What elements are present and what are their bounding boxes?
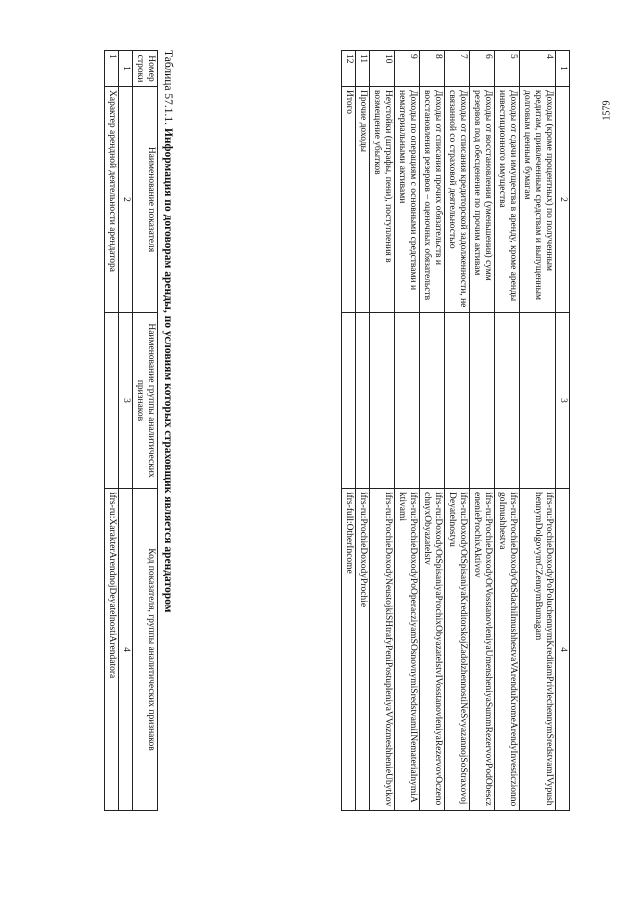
row-number: 5 [495, 51, 520, 87]
indicator-code: ifrs-ru:ProchieDoxodyOtVosstanovleniyaUmensheniyaSummRezervovPodObesczenenieProchixAktivov [470, 489, 495, 811]
table-row [356, 51, 370, 811]
indicator-name: Доходы от сдачи имущества в аренду, кроме аренды инвестиционного имущества [495, 87, 520, 313]
table-row [445, 51, 470, 811]
column-number: 3 [119, 313, 133, 489]
group-name [342, 313, 356, 489]
indicator-name: Доходы по операциям с основными средствами и нематериальными активами [395, 87, 420, 313]
row-number: 1 [105, 51, 119, 87]
page-number: 1579 [601, 100, 613, 121]
group-name [495, 313, 520, 489]
indicator-name: Характер арендной деятельности арендатора [105, 87, 119, 313]
column-number: 1 [119, 51, 133, 87]
table-row [342, 51, 356, 811]
indicator-code: ifrs-ru:XarakterArendnojDeyatelnostiArendatora [105, 489, 119, 811]
row-number: 7 [445, 51, 470, 87]
indicator-code: ifrs-ru:ProchieDoxodyOtSdachiImushhestvaVArenduKromeArendyInvesticzionnogoImushhestva [495, 489, 520, 811]
indicator-code: ifrs-ru:ProchieDoxodyNeustojkiSHtrafyPeniPostupleniyaVVozmeshhenieUbytkov [370, 489, 395, 811]
header-cell: Наименование группы аналитических признаков [133, 313, 158, 489]
row-number: 4 [520, 51, 556, 87]
table-row [420, 51, 445, 811]
indicator-name: Прочие доходы [356, 87, 370, 313]
indicator-code: ifrs-ru:DoxodyOtSpisaniyaProchixObyazatelstvIVosstanovleniyaRezervovOczenochnyxObyazatelstv [420, 489, 445, 811]
group-name [356, 313, 370, 489]
group-name [445, 313, 470, 489]
indicator-code: ifrs-full:OtherIncome [342, 489, 356, 811]
table-header-row [133, 51, 158, 811]
group-name [105, 313, 119, 489]
table-column-numbers [556, 51, 570, 811]
group-name [420, 313, 445, 489]
column-number: 4 [556, 489, 570, 811]
table-row [495, 51, 520, 811]
caption-title: Информация по договорам аренды, по условиям которых страховщик является арендатором [162, 127, 174, 613]
row-number: 12 [342, 51, 356, 87]
rotated-page-content [90, 50, 570, 850]
header-cell: Наименование показателя [133, 87, 158, 313]
indicator-name: Доходы от списания прочих обязательств и восстановления резервов – оценочных обязательств [420, 87, 445, 313]
indicator-name: Доходы от восстановления (уменьшения) сумм резервов под обесценение по прочим активам [470, 87, 495, 313]
income-table [341, 50, 570, 811]
row-number: 8 [420, 51, 445, 87]
row-number: 11 [356, 51, 370, 87]
table-column-numbers [119, 51, 133, 811]
header-cell: Номер строки [133, 51, 158, 87]
table-row [105, 51, 119, 811]
column-number: 2 [119, 87, 133, 313]
caption-prefix: Таблица 57.1.1. [162, 50, 174, 126]
table-row [395, 51, 420, 811]
table-caption [162, 50, 174, 850]
group-name [470, 313, 495, 489]
indicator-name: Доходы (кроме процентных) по полученным кредитам, привлеченным средствам и выпущенным долговым ценным бумагам [520, 87, 556, 313]
indicator-name: Доходы от списания кредиторской задолженности, не связанной со страховой деятельностью [445, 87, 470, 313]
group-name [520, 313, 556, 489]
group-name [370, 313, 395, 489]
table-row [470, 51, 495, 811]
lease-table [104, 50, 158, 811]
row-number: 6 [470, 51, 495, 87]
column-number: 1 [556, 51, 570, 87]
indicator-name: Неустойки (штрафы, пени), поступления в возмещение убытков [370, 87, 395, 313]
column-number: 4 [119, 489, 133, 811]
header-cell: Код показателя, группы аналитических признаков [133, 489, 158, 811]
table-row [520, 51, 556, 811]
indicator-code: ifrs-ru:ProchieDoxodyPoOperacziyamSOsnovnymiSredstvamiINematerialnymiAktivami [395, 489, 420, 811]
table-row [370, 51, 395, 811]
row-number: 9 [395, 51, 420, 87]
group-name [395, 313, 420, 489]
indicator-name: Итого [342, 87, 356, 313]
column-number: 2 [556, 87, 570, 313]
row-number: 10 [370, 51, 395, 87]
column-number: 3 [556, 313, 570, 489]
indicator-code: ifrs-ru:ProchieDoxodyPoPoluchennymKreditamPrivlechennymSredstvamIVypushhennymDolgovymCZennymBumagam [520, 489, 556, 811]
indicator-code: ifrs-ru:DoxodyOtSpisaniyaKreditorskojZadolzhennostiNeSvyazannojSoStraxovojDeyatelnostyu [445, 489, 470, 811]
indicator-code: ifrs-ru:ProchieDoxodyProchie [356, 489, 370, 811]
